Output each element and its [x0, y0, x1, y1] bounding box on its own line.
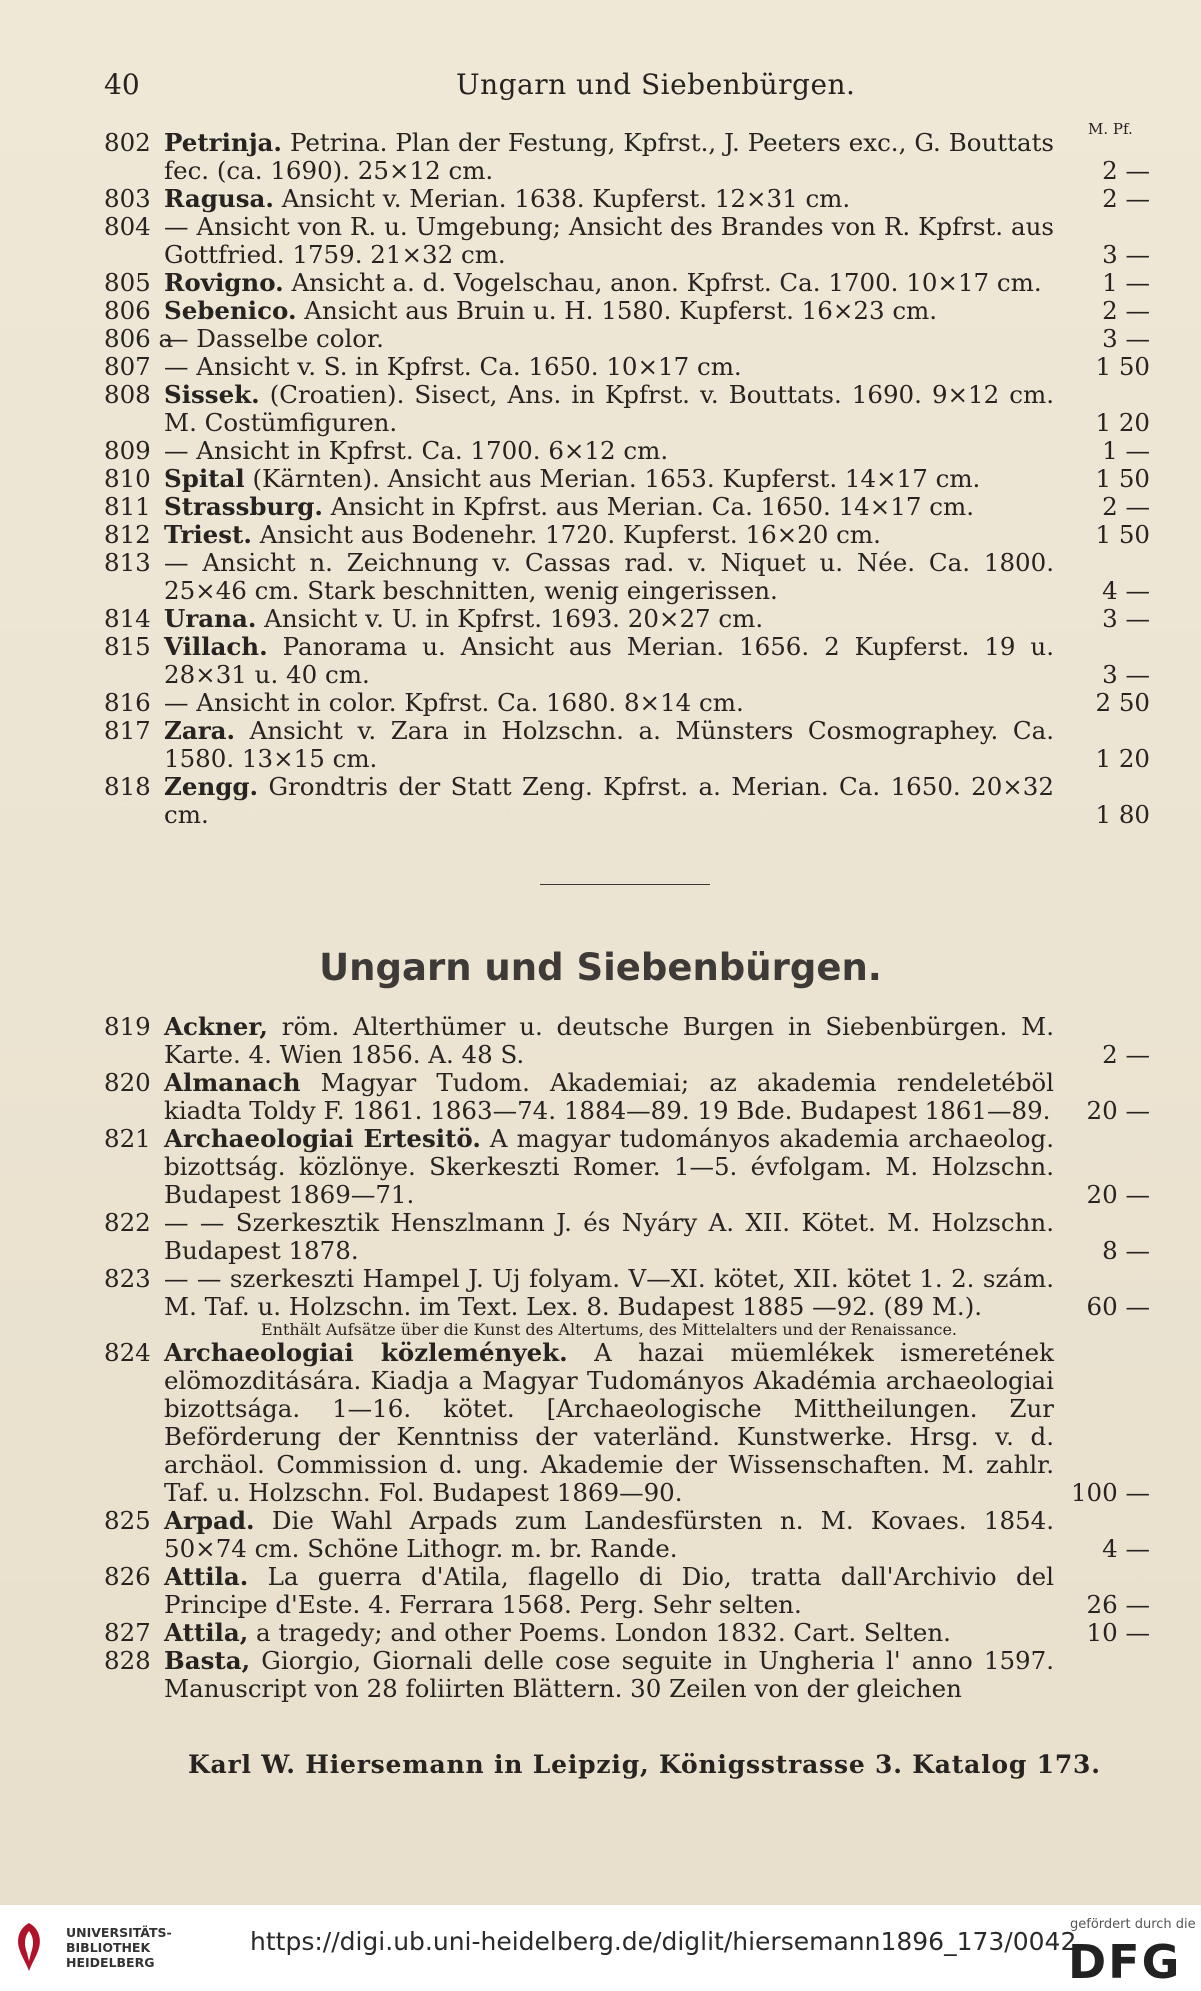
catalog-entry: [104, 1563, 1150, 1619]
entry-description: — Dasselbe color.: [164, 324, 384, 353]
entry-description: — Ansicht n. Zeichnung v. Cassas rad. v. Niquet u. Née. Ca. 1800. 25×46 cm. Stark beschnitten, wenig eingerissen.: [164, 548, 1054, 605]
entry-text: [164, 353, 1054, 381]
entry-description: Ansicht a. d. Vogelschau, anon. Kpfrst. Ca. 1700. 10×17 cm.: [291, 268, 1042, 297]
entry-description: Ansicht in Kpfrst. aus Merian. Ca. 1650. 14×17 cm.: [330, 492, 974, 521]
entry-text: [164, 269, 1054, 297]
catalog-entry: [104, 773, 1150, 829]
entry-text: [164, 717, 1054, 773]
publisher-footer: Karl W. Hiersemann in Leipzig, Königsstrasse 3. Katalog 173.: [188, 1750, 1101, 1779]
entry-text: [164, 129, 1054, 185]
entry-description: Ansicht v. Merian. 1638. Kupferst. 12×31 cm.: [281, 184, 851, 213]
entry-price: 4 —: [1102, 1534, 1150, 1563]
entry-number: 806 a: [104, 324, 174, 353]
entry-number: 820: [104, 1068, 151, 1097]
catalog-entry: [104, 493, 1150, 521]
source-url-link[interactable]: https://digi.ub.uni-heidelberg.de/diglit/hiersemann1896_173/0042: [250, 1927, 1077, 1956]
entry-keyword: Archaeologiai Ertesitö.: [164, 1124, 481, 1153]
entry-price: 1 —: [1102, 436, 1150, 465]
entry-keyword: Almanach: [164, 1068, 301, 1097]
entry-price: 1 50: [1095, 352, 1150, 381]
entry-description: — Ansicht in color. Kpfrst. Ca. 1680. 8×14 cm.: [164, 688, 744, 717]
entry-number: 810: [104, 464, 151, 493]
entry-price: 3 —: [1102, 240, 1150, 269]
library-logo-text: UNIVERSITÄTS- BIBLIOTHEK HEIDELBERG: [66, 1925, 172, 1970]
catalog-entry: [104, 717, 1150, 773]
entry-price: 1 20: [1095, 408, 1150, 437]
entry-description: Ansicht v. Zara in Holzschn. a. Münsters Cosmographey. Ca. 1580. 13×15 cm.: [164, 716, 1054, 773]
entry-price: 2 —: [1102, 156, 1150, 185]
entry-price: 26 —: [1086, 1590, 1150, 1619]
catalog-entry: [104, 1507, 1150, 1563]
entry-description: A magyar tudományos akademia archaeolog. bizottság. közlönye. Skerkeszti Romer. 1—5. évfolgam. M. Holzschn. Budapest 1869—71.: [164, 1124, 1054, 1209]
entry-price: 2 —: [1102, 184, 1150, 213]
entry-note: Enthält Aufsätze über die Kunst des Altertums, des Mittelalters und der Renaissance.: [260, 1320, 958, 1339]
entry-number: 818: [104, 772, 151, 801]
entry-text: [164, 185, 1054, 213]
entry-keyword: Ragusa.: [164, 184, 274, 213]
entry-number: 813: [104, 548, 151, 577]
catalog-entry: [104, 689, 1150, 717]
entry-description: Petrina. Plan der Festung, Kpfrst., J. Peeters exc., G. Bouttats fec. (ca. 1690). 25×12 cm.: [164, 128, 1055, 185]
entry-description: Panorama u. Ansicht aus Merian. 1656. 2 Kupferst. 19 u. 28×31 u. 40 cm.: [164, 632, 1054, 689]
entry-price: 1 50: [1095, 464, 1150, 493]
catalog-entry: [104, 633, 1150, 689]
entry-keyword: Attila.: [164, 1562, 249, 1591]
entry-price: 100 —: [1070, 1478, 1150, 1507]
catalog-entry: [104, 325, 1150, 353]
catalog-entry: [104, 437, 1150, 465]
entry-text: [164, 689, 1054, 717]
catalog-entry: [104, 213, 1150, 269]
entry-price: 3 —: [1102, 324, 1150, 353]
entry-description: La guerra d'Atila, flagello di Dio, tratta dall'Archivio del Principe d'Este. 4. Ferrara 1568. Perg. Sehr selten.: [164, 1562, 1054, 1619]
entry-text: [164, 1647, 1054, 1703]
entry-text: [164, 297, 1054, 325]
entry-number: 817: [104, 716, 151, 745]
entry-description: (Kärnten). Ansicht aus Merian. 1653. Kupferst. 14×17 cm.: [252, 464, 981, 493]
entry-price: 20 —: [1086, 1180, 1150, 1209]
catalog-entry: [104, 521, 1150, 549]
catalog-entry: [104, 1619, 1150, 1647]
entry-text: [164, 1265, 1054, 1321]
entry-description: — — Szerkesztik Henszlmann J. és Nyáry A. XII. Kötet. M. Holzschn. Budapest 1878.: [164, 1208, 1054, 1265]
entry-number: 807: [104, 352, 151, 381]
entries-list-top: [104, 129, 1150, 829]
entry-number: 811: [104, 492, 151, 521]
catalog-entry: [104, 297, 1150, 325]
entry-text: [164, 1619, 1054, 1647]
entries-list-bottom: [104, 1013, 1150, 1703]
entry-number: 826: [104, 1562, 151, 1591]
entry-text: [164, 549, 1054, 605]
entry-price: 1 50: [1095, 520, 1150, 549]
entry-keyword: Basta,: [164, 1646, 251, 1675]
catalog-entry: [104, 381, 1150, 437]
entry-text: [164, 465, 1054, 493]
entry-text: [164, 381, 1054, 437]
entry-number: 816: [104, 688, 151, 717]
entry-price: 2 —: [1102, 1040, 1150, 1069]
entry-text: [164, 773, 1054, 829]
entry-text: [164, 493, 1054, 521]
entry-number: 806: [104, 296, 151, 325]
entry-text: [164, 325, 1054, 353]
catalog-entry: [104, 1125, 1150, 1209]
catalog-entry: [104, 1209, 1150, 1265]
entry-number: 821: [104, 1124, 151, 1153]
catalog-entry: [104, 1069, 1150, 1125]
entry-description: A hazai müemlékek ismeretének elömozditására. Kiadja a Magyar Tudományos Akadémia archaeologiai bizottsága. 1—16. kötet. [Archaeologische Mittheilungen. Zur Beförderung der Kenntniss der vaterländ. Kunstwerke. Hrsg. v. d. archäol. Commission d. ung. Akademie der Wissenschaften. M. zahlr. Taf. u. Holzschn. Fol. Budapest 1869—90.: [164, 1338, 1054, 1507]
entry-description: Magyar Tudom. Akademiai; az akademia rendeletéböl kiadta Toldy F. 1861. 1863—74. 1884—89. 19 Bde. Budapest 1861—89.: [164, 1068, 1054, 1125]
entry-number: 804: [104, 212, 151, 241]
currency-header: M. Pf.: [1088, 120, 1133, 138]
running-head: Ungarn und Siebenbürgen.: [456, 68, 856, 101]
entry-description: Ansicht aus Bruin u. H. 1580. Kupferst. 16×23 cm.: [304, 296, 938, 325]
entry-text: [164, 1339, 1054, 1507]
entry-number: 827: [104, 1618, 151, 1647]
entry-price: 2 —: [1102, 492, 1150, 521]
entry-description: a tragedy; and other Poems. London 1832. Cart. Selten.: [256, 1618, 951, 1647]
entry-text: [164, 1069, 1054, 1125]
entry-description: — Ansicht in Kpfrst. Ca. 1700. 6×12 cm.: [164, 436, 669, 465]
entry-price: 3 —: [1102, 660, 1150, 689]
catalog-entry: [104, 269, 1150, 297]
entry-number: 824: [104, 1338, 151, 1367]
entry-number: 819: [104, 1012, 151, 1041]
entry-text: [164, 521, 1054, 549]
entry-text: [164, 1125, 1054, 1209]
entry-number: 812: [104, 520, 151, 549]
entry-keyword: Sebenico.: [164, 296, 297, 325]
entry-description: Giorgio, Giornali delle cose seguite in Ungheria l' anno 1597. Manuscript von 28 foliirten Blättern. 30 Zeilen von der gleichen: [164, 1646, 1054, 1703]
entry-number: 809: [104, 436, 151, 465]
entry-number: 815: [104, 632, 151, 661]
catalog-entry: [104, 465, 1150, 493]
entry-number: 805: [104, 268, 151, 297]
dfg-logo: DFG: [1068, 1935, 1182, 1989]
entry-description: — Ansicht von R. u. Umgebung; Ansicht des Brandes von R. Kpfrst. aus Gottfried. 1759. 21×32 cm.: [164, 212, 1054, 269]
entry-text: [164, 213, 1054, 269]
entry-description: — — szerkeszti Hampel J. Uj folyam. V—XI. kötet, XII. kötet 1. 2. szám. M. Taf. u. Holzschn. im Text. Lex. 8. Budapest 1885 —92. (89 M.).: [164, 1264, 1054, 1321]
entry-keyword: Attila,: [164, 1618, 249, 1647]
entry-description: Grondtris der Statt Zeng. Kpfrst. a. Merian. Ca. 1650. 20×32 cm.: [164, 772, 1054, 829]
entry-number: 822: [104, 1208, 151, 1237]
entry-text: [164, 1013, 1054, 1069]
entry-keyword: Petrinja.: [164, 128, 282, 157]
entry-price: 10 —: [1086, 1618, 1150, 1647]
entry-price: 8 —: [1102, 1236, 1150, 1265]
entry-description: Ansicht v. U. in Kpfrst. 1693. 20×27 cm.: [264, 604, 764, 633]
catalog-entry: [104, 549, 1150, 605]
entry-number: 808: [104, 380, 151, 409]
catalog-entry: [104, 185, 1150, 213]
entry-keyword: Arpad.: [164, 1506, 255, 1535]
entry-price: 60 —: [1086, 1292, 1150, 1321]
catalog-entry: [104, 1647, 1150, 1703]
entry-price: 20 —: [1086, 1096, 1150, 1125]
catalog-entry: [104, 129, 1150, 185]
entry-description: — Ansicht v. S. in Kpfrst. Ca. 1650. 10×17 cm.: [164, 352, 742, 381]
catalog-entry: [104, 605, 1150, 633]
entry-text: [164, 633, 1054, 689]
entry-keyword: Zara.: [164, 716, 236, 745]
entry-keyword: Sissek.: [164, 380, 260, 409]
entry-text: [164, 437, 1054, 465]
entry-price: 1 80: [1095, 800, 1150, 829]
entry-price: 1 —: [1102, 268, 1150, 297]
entry-price: 1 20: [1095, 744, 1150, 773]
entry-number: 802: [104, 128, 151, 157]
catalog-entry: [104, 1339, 1150, 1507]
funder-caption: gefördert durch die: [1070, 1917, 1196, 1932]
entry-description: Die Wahl Arpads zum Landesfürsten n. M. Kovaes. 1854. 50×74 cm. Schöne Lithogr. m. br. Rande.: [164, 1506, 1054, 1563]
entry-keyword: Zengg.: [164, 772, 259, 801]
entry-number: 825: [104, 1506, 151, 1535]
entry-price: 2 50: [1095, 688, 1150, 717]
entry-keyword: Strassburg.: [164, 492, 323, 521]
digitization-banner: [0, 1905, 1201, 1991]
entry-description: (Croatien). Sisect, Ans. in Kpfrst. v. Bouttats. 1690. 9×12 cm. M. Costümfiguren.: [164, 380, 1054, 437]
entry-price: 4 —: [1102, 576, 1150, 605]
entry-text: [164, 605, 1054, 633]
entry-keyword: Ackner,: [164, 1012, 268, 1041]
entry-keyword: Rovigno.: [164, 268, 284, 297]
entry-keyword: Triest.: [164, 520, 252, 549]
catalog-entry: [104, 353, 1150, 381]
entry-keyword: Villach.: [164, 632, 268, 661]
catalog-entry: [104, 1265, 1150, 1321]
university-seal-icon: [12, 1921, 46, 1973]
entry-text: [164, 1507, 1054, 1563]
entry-number: 803: [104, 184, 151, 213]
section-title: Ungarn und Siebenbürgen.: [319, 946, 882, 989]
entry-keyword: Archaeologiai közlemények.: [164, 1338, 568, 1367]
entry-number: 828: [104, 1646, 151, 1675]
section-divider: [540, 884, 710, 885]
entry-description: röm. Alterthümer u. deutsche Burgen in Siebenbürgen. M. Karte. 4. Wien 1856. A. 48 S.: [164, 1012, 1054, 1069]
entry-price: 3 —: [1102, 604, 1150, 633]
page-number: 40: [104, 68, 140, 101]
entry-keyword: Spital: [164, 464, 245, 493]
entry-description: Ansicht aus Bodenehr. 1720. Kupferst. 16×20 cm.: [259, 520, 881, 549]
entry-price: 2 —: [1102, 296, 1150, 325]
entry-text: [164, 1563, 1054, 1619]
entry-keyword: Urana.: [164, 604, 257, 633]
entry-number: 814: [104, 604, 151, 633]
entry-number: 823: [104, 1264, 151, 1293]
catalog-entry: [104, 1013, 1150, 1069]
entry-text: [164, 1209, 1054, 1265]
